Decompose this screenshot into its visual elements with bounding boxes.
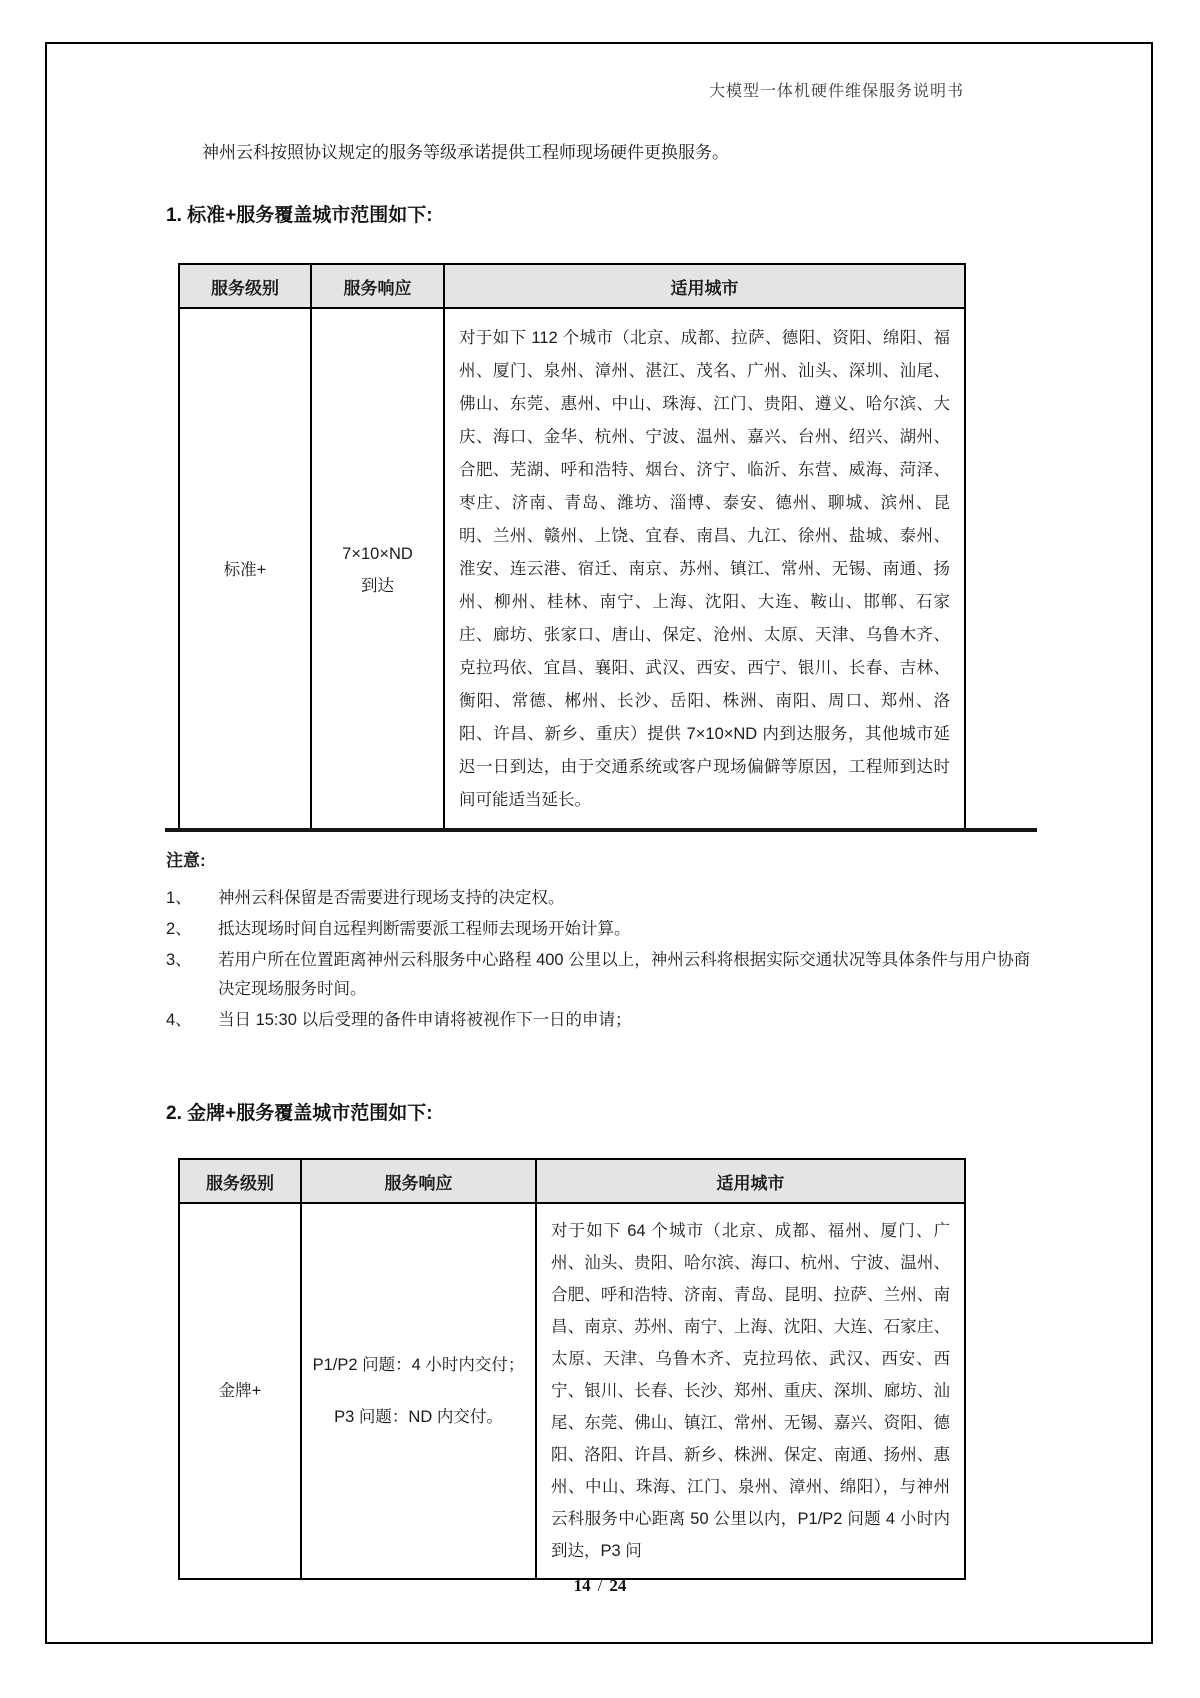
col-header-service-response: 服务响应 — [311, 264, 444, 308]
section1-heading: 1. 标准+服务覆盖城市范围如下: — [166, 205, 433, 226]
standard-table-row — [179, 308, 965, 831]
applicable-cities-cell: 对于如下 112 个城市（北京、成都、拉萨、德阳、资阳、绵阳、福州、厦门、泉州、漳州、湛江、茂名、广州、汕头、深圳、汕尾、佛山、东莞、惠州、中山、珠海、江门、贵阳、遵义、哈尔滨、大庆、海口、金华、杭州、宁波、温州、嘉兴、台州、绍兴、湖州、合肥、芜湖、呼和浩特、烟台、济宁、临沂、东营、威海、菏泽、枣庄、济南、青岛、潍坊、淄博、泰安、德州、聊城、滨州、昆明、兰州、赣州、上饶、宜春、南昌、九江、徐州、盐城、泰州、淮安、连云港、宿迁、南京、苏州、镇江、常州、无锡、南通、扬州、柳州、桂林、南宁、上海、沈阳、大连、鞍山、邯郸、石家庄、廊坊、张家口、唐山、保定、沧州、太原、天津、乌鲁木齐、克拉玛依、宜昌、襄阳、武汉、西安、西宁、银川、长春、吉林、衡阳、常德、郴州、长沙、岳阳、株洲、南阳、周口、郑州、洛阳、许昌、新乡、重庆）提供 7×10×ND 内到达服务，其他城市延迟一日到达，由于交通系统或客户现场偏僻等原因，工程师到达时间可能适当延长。 — [444, 308, 965, 831]
response-line-1: 7×10×ND — [342, 544, 413, 563]
section2-heading: 2. 金牌+服务覆盖城市范围如下: — [166, 1103, 433, 1124]
service-response-cell — [301, 1203, 536, 1579]
col-header-service-level: 服务级别 — [179, 264, 311, 308]
note-text: 神州云科保留是否需要进行现场支持的决定权。 — [218, 889, 565, 907]
col-header-applicable-cities: 适用城市 — [536, 1159, 965, 1203]
service-level-cell: 金牌+ — [179, 1203, 301, 1579]
note-number: 3、 — [166, 951, 192, 969]
note-item-1 — [166, 884, 1038, 913]
note-text: 抵达现场时间自远程判断需要派工程师去现场开始计算。 — [218, 920, 631, 938]
note-number: 4、 — [166, 1011, 192, 1029]
standard-table-header-row — [179, 264, 965, 308]
response-paragraph-2: P3 问题：ND 内交付。 — [334, 1408, 503, 1426]
service-response-cell — [311, 308, 444, 831]
notes-section — [166, 846, 1038, 1037]
gold-table-header-row — [179, 1159, 965, 1203]
note-text: 若用户所在位置距离神州云科服务中心路程 400 公里以上，神州云科将根据实际交通状况等具体条件与用户协商决定现场服务时间。 — [218, 951, 1031, 998]
total-page-number: 24 — [609, 1576, 627, 1595]
current-page-number: 14 — [573, 1576, 591, 1595]
response-line-2: 到达 — [361, 576, 394, 595]
applicable-cities-cell: 对于如下 64 个城市（北京、成都、福州、厦门、广州、汕头、贵阳、哈尔滨、海口、杭州、宁波、温州、合肥、呼和浩特、济南、青岛、昆明、拉萨、兰州、南昌、南京、苏州、南宁、上海、沈阳、大连、石家庄、太原、天津、乌鲁木齐、克拉玛依、武汉、西安、西宁、银川、长春、长沙、郑州、重庆、深圳、廊坊、汕尾、东莞、佛山、镇江、常州、无锡、嘉兴、资阳、德阳、洛阳、许昌、新乡、株洲、保定、南通、扬州、惠州、中山、珠海、江门、泉州、漳州、绵阳），与神州云科服务中心距离 50 公里以内，P1/P2 问题 4 小时内到达，P3 问 — [536, 1203, 965, 1579]
page-number — [0, 1576, 1200, 1596]
standard-service-table — [178, 263, 966, 832]
document-header-title: 大模型一体机硬件维保服务说明书 — [708, 83, 964, 100]
service-level-cell: 标准+ — [179, 308, 311, 831]
response-paragraph-1: P1/P2 问题：4 小时内交付； — [312, 1356, 525, 1374]
note-item-4 — [166, 1006, 1038, 1035]
gold-service-table — [178, 1158, 966, 1580]
col-header-applicable-cities: 适用城市 — [444, 264, 965, 308]
note-item-3 — [166, 946, 1038, 1004]
note-text: 当日 15:30 以后受理的备件申请将被视作下一日的申请； — [218, 1011, 632, 1029]
note-number: 2、 — [166, 920, 192, 938]
intro-paragraph: 神州云科按照协议规定的服务等级承诺提供工程师现场硬件更换服务。 — [202, 143, 729, 162]
notes-label: 注意: — [166, 851, 206, 870]
gold-table-row — [179, 1203, 965, 1579]
col-header-service-response: 服务响应 — [301, 1159, 536, 1203]
note-item-2 — [166, 915, 1038, 944]
section-divider-rule — [165, 828, 1037, 832]
col-header-service-level: 服务级别 — [179, 1159, 301, 1203]
page-number-separator: / — [597, 1576, 603, 1595]
note-number: 1、 — [166, 889, 192, 907]
